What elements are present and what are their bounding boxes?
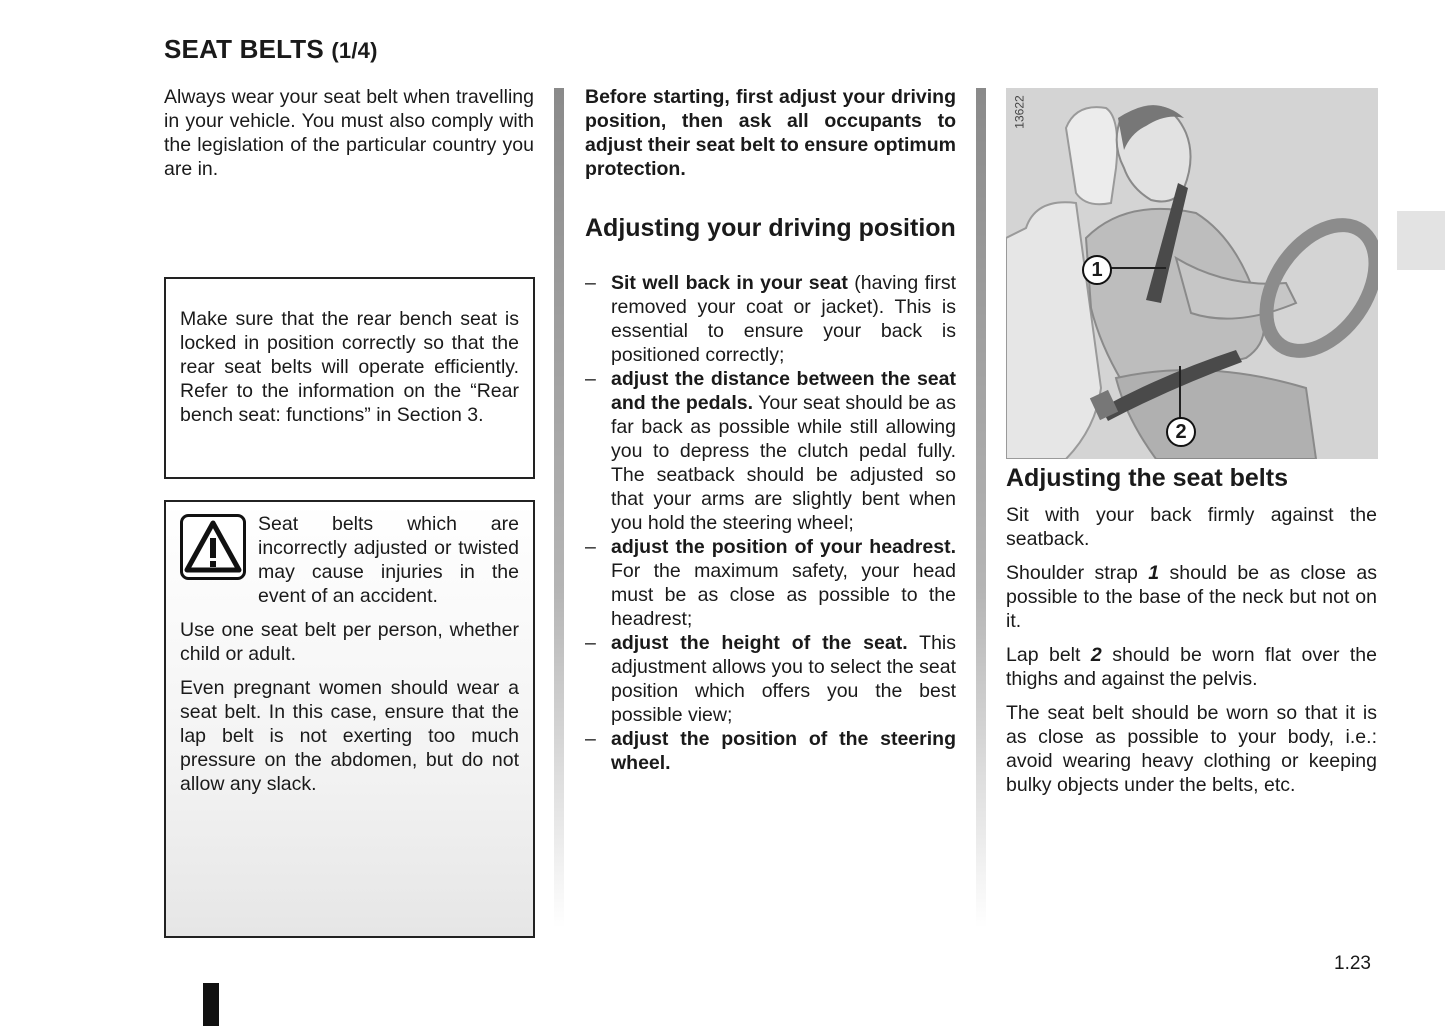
list-item: – Sit well back in your seat (having first removed your coat or jacket). This is essential to ensure your back is positioned correctly; <box>585 271 956 367</box>
figure-code: 13622 <box>1012 95 1027 129</box>
list-item: – adjust the distance between the seat and the pedals. Your seat should be as far back as possible while still allowing you to depress the clutch pedal fully. The seatback should be adjusted so that your arms are slightly bent when you hold the steering wheel; <box>585 367 956 535</box>
intro-paragraph: Always wear your seat belt when travelling in your vehicle. You must also comply with the legislation of the particular country you are in. <box>164 86 534 180</box>
list-item: – adjust the position of your headrest. For the maximum safety, your head must be as close as possible to the headrest; <box>585 535 956 631</box>
driver-illustration <box>1006 88 1378 459</box>
callout-2: 2 <box>1166 417 1196 447</box>
seat-paragraph-3: Lap belt 2 should be worn flat over the thighs and against the pelvis. <box>1006 644 1378 690</box>
column-divider <box>976 88 986 928</box>
seat-paragraph-4: The seat belt should be worn so that it is as close as possible to your body, i.e.: avoid wearing heavy clothing or keeping bulky objects under the belts, etc. <box>1006 702 1377 796</box>
rear-bench-note-box <box>164 277 535 479</box>
title-text: SEAT BELTS <box>164 34 324 64</box>
warning-box <box>164 500 535 938</box>
note-text: Make sure that the rear bench seat is locked in position correctly so that the rear seat belts will operate efficiently. Refer to the information on the “Rear bench seat: functions” in Section 3. <box>180 308 519 426</box>
seat-paragraph-1: Sit with your back firmly against the seatback. <box>1006 504 1377 550</box>
warning-text-3: Even pregnant women should wear a seat belt. In this case, ensure that the lap belt is not exerting too much pressure on the abdomen, but do not allow any slack. <box>180 677 519 795</box>
section-tab <box>1397 211 1445 270</box>
list-item: – adjust the position of the steering wheel. <box>585 727 956 775</box>
driving-position-heading: Adjusting your driving position <box>585 214 956 242</box>
list-item: – adjust the height of the seat. This adjustment allows you to select the seat position which offers you the best possible view; <box>585 631 956 727</box>
title-part: (1/4) <box>331 38 378 63</box>
crop-mark <box>203 983 219 1026</box>
page-number: 1.23 <box>1334 953 1371 974</box>
column-divider <box>554 88 564 928</box>
seat-belt-instructions <box>1006 503 1377 807</box>
callout-1: 1 <box>1082 255 1112 285</box>
warning-triangle-icon <box>180 514 246 580</box>
seat-paragraph-2: Shoulder strap 1 should be as close as possible to the base of the neck but not on it. <box>1006 562 1378 632</box>
seat-belts-heading: Adjusting the seat belts <box>1006 464 1288 492</box>
page-title <box>164 34 378 65</box>
driving-position-list <box>585 271 956 775</box>
warning-text-1: Seat belts which are incorrectly adjusted or twisted may cause injuries in the event of an accident. <box>258 513 519 607</box>
driving-position-intro: Before starting, first adjust your driving position, then ask all occupants to adjust their seat belt to ensure optimum protection. <box>585 86 956 180</box>
warning-text-2: Use one seat belt per person, whether child or adult. <box>180 619 519 665</box>
seat-belt-illustration <box>1006 88 1378 459</box>
